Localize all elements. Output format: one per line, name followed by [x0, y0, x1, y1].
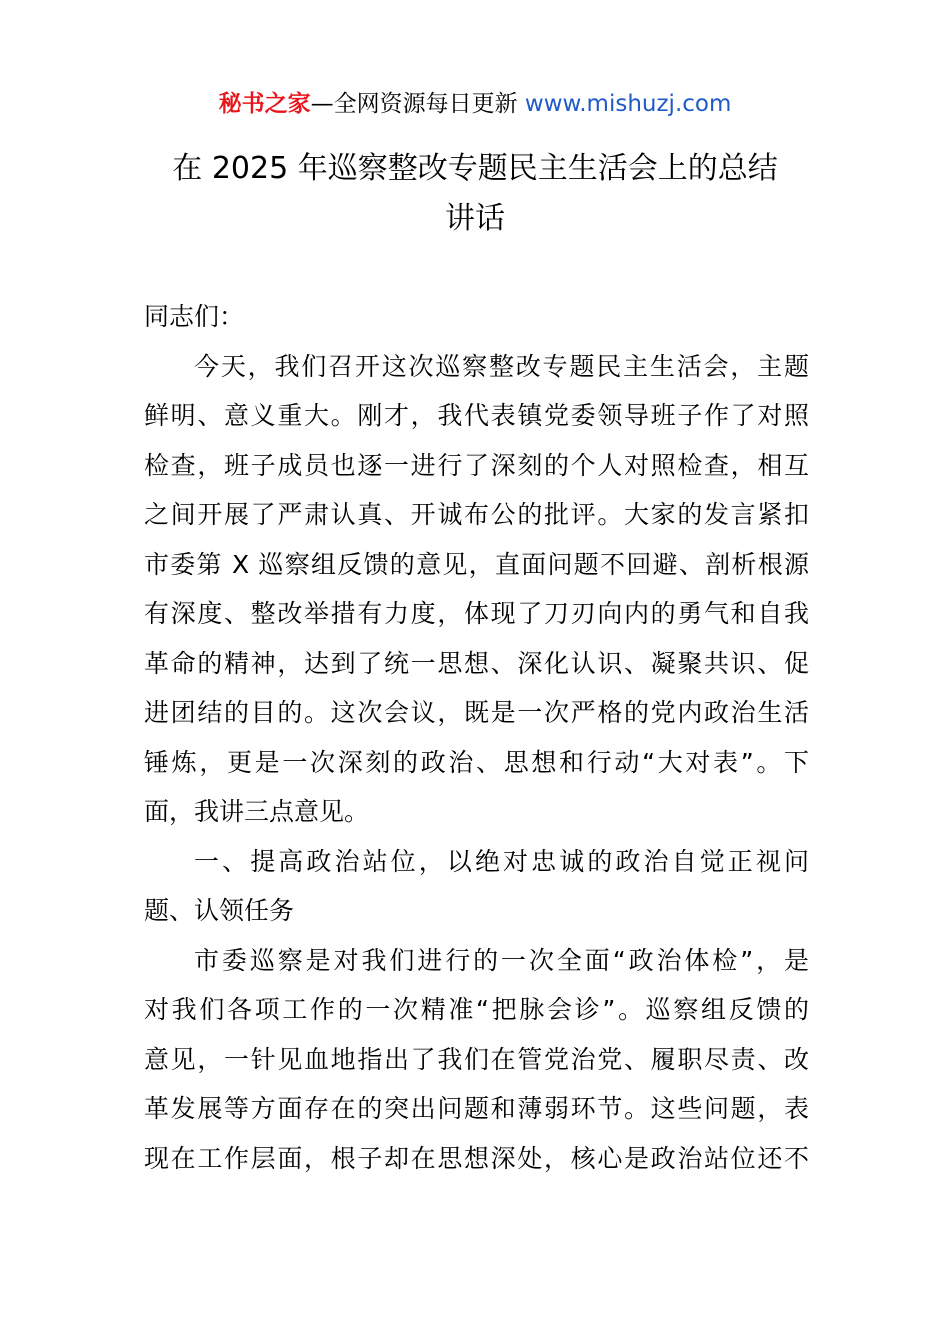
text-line: 进团结的目的。这次会议，既是一次严格的党内政治生活: [144, 698, 809, 727]
text-line: 检查，班子成员也逐一进行了深刻的个人对照检查，相互: [144, 450, 809, 480]
site-header: [0, 86, 950, 122]
document-title: [150, 144, 800, 244]
title-line-2: 讲话: [445, 201, 505, 236]
text-line: 市委第 X 巡察组反馈的意见，直面问题不回避、剖析根源: [144, 549, 809, 579]
text-line: 面，我讲三点意见。: [144, 797, 370, 826]
header-tagline: —全网资源每日更新: [310, 91, 518, 117]
text-line: 有深度、整改举措有力度，体现了刀刃向内的勇气和自我: [144, 599, 809, 628]
text-line: 意见，一针见血地指出了我们在管党治党、履职尽责、改: [144, 1044, 809, 1074]
text-line: 锤炼，更是一次深刻的政治、思想和行动“大对表”。下: [144, 747, 809, 777]
paragraph-intro: [144, 342, 809, 837]
text-line: 对我们各项工作的一次精准“把脉会诊”。巡察组反馈的: [144, 995, 809, 1024]
section-heading-1: [144, 837, 809, 936]
text-line: 革命的精神，达到了统一思想、深化认识、凝聚共识、促: [144, 648, 809, 678]
title-line-1: 在 2025 年巡察整改专题民主生活会上的总结: [172, 151, 778, 186]
text-line: 今天，我们召开这次巡察整改专题民主生活会，主题: [194, 351, 809, 381]
document-body: [144, 292, 809, 1183]
salutation: 同志们：: [144, 302, 245, 331]
heading-line: 题、认领任务: [144, 896, 295, 925]
paragraph-section-1: [144, 936, 809, 1184]
text-line: 革发展等方面存在的突出问题和薄弱环节。这些问题，表: [144, 1094, 809, 1123]
text-line: 市委巡察是对我们进行的一次全面“政治体检”，是: [194, 945, 809, 975]
brand-name: 秘书之家: [218, 91, 311, 117]
text-line: 鲜明、意义重大。刚才，我代表镇党委领导班子作了对照: [144, 401, 809, 430]
site-url[interactable]: www.mishuzj.com: [524, 91, 732, 117]
text-line: 现在工作层面，根子却在思想深处，核心是政治站位还不: [144, 1143, 809, 1173]
text-line: 之间开展了严肃认真、开诚布公的批评。大家的发言紧扣: [144, 500, 809, 529]
heading-line: 一、提高政治站位，以绝对忠诚的政治自觉正视问: [194, 846, 809, 876]
